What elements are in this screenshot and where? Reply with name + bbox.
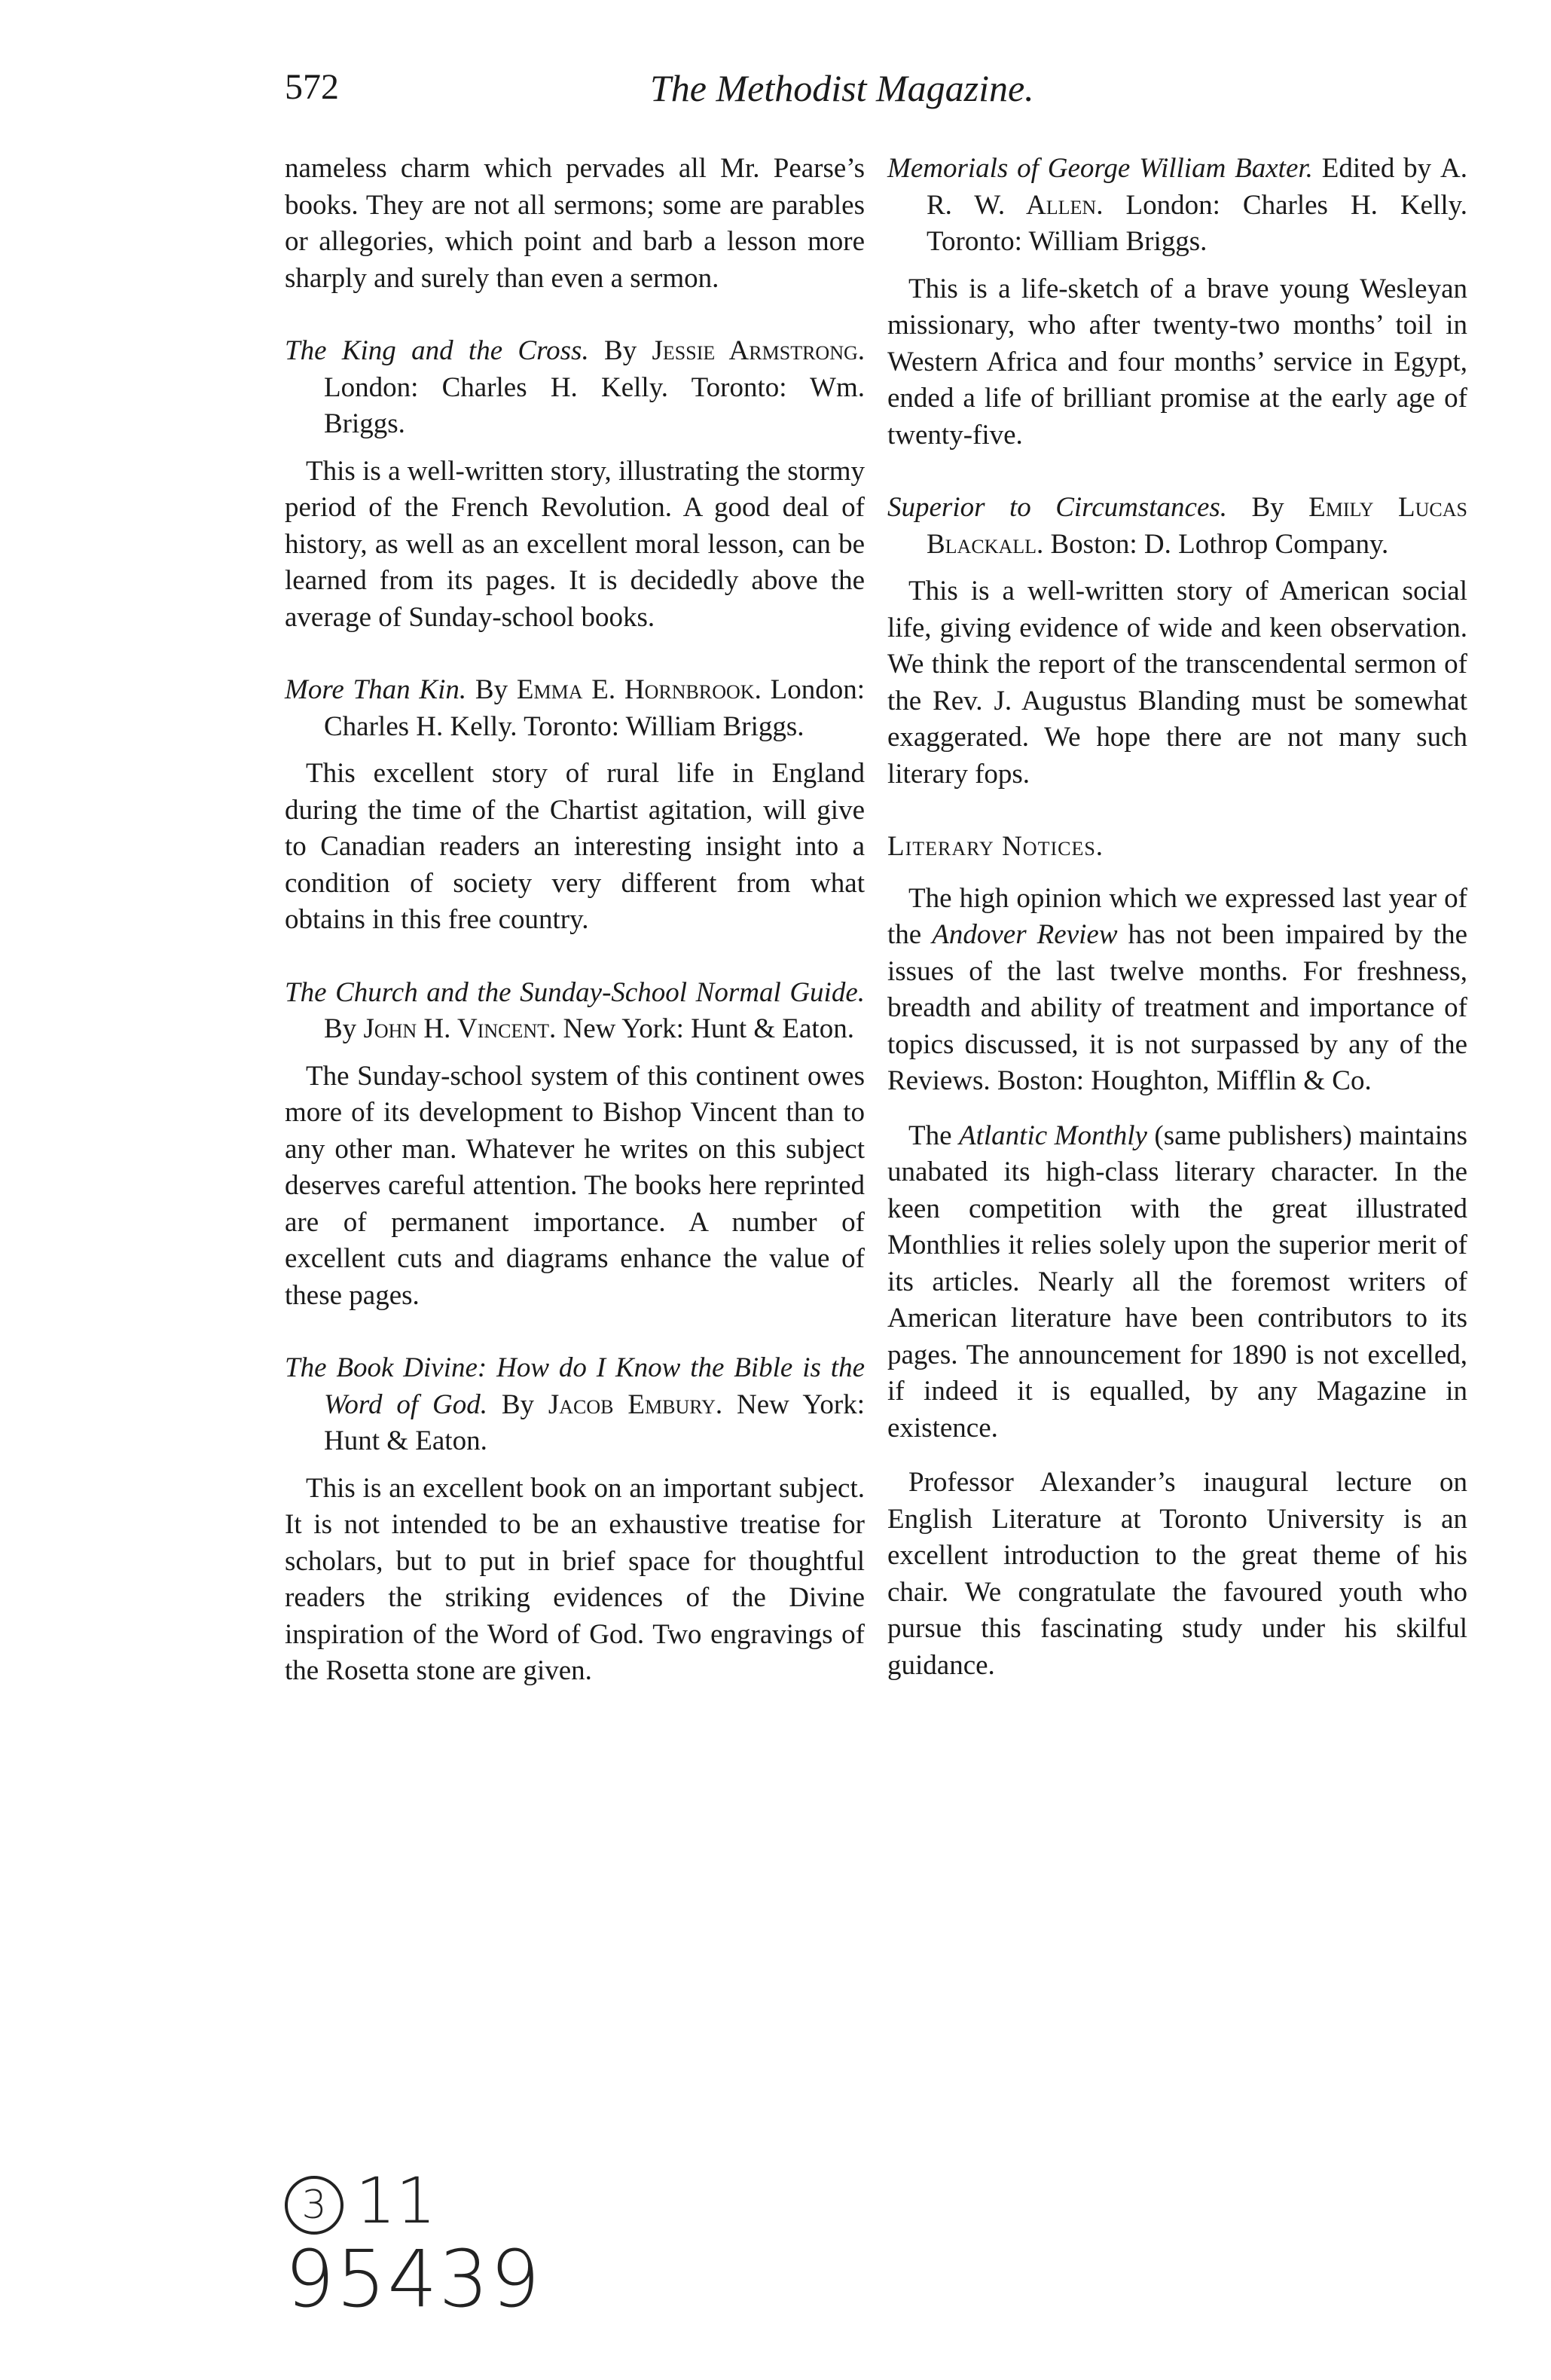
review-paragraph: This excellent story of rural life in England during the time of the Chartist agitation, will give to Canadian readers an interesting insight into a condition of society very different from what obtains in this free country. — [285, 758, 865, 935]
book-author: Emily Lucas Blackall. — [927, 492, 1467, 560]
book-entry: Superior to Circumstances. By Emily Lucas Blackall. Boston: D. Lothrop Company. — [887, 492, 1467, 560]
book-author: Jessie Armstrong. — [652, 335, 865, 366]
book-title: Memorials of George William Baxter. — [887, 153, 1313, 184]
book-author: Emma E. Hornbrook. — [516, 674, 762, 705]
review-paragraph: This is a well-written story, illustrating the stormy period of the French Revolution. A good deal of history, as well as an excellent moral lesson, can be learned from its pages. It is decidedly above the average of Sunday-school books. — [285, 455, 865, 633]
stamp-mark: 11 — [356, 2164, 436, 2238]
library-stamp — [285, 2164, 601, 2360]
periodical-title: Andover Review — [932, 919, 1118, 950]
continued-paragraph: nameless charm which pervades all Mr. Pearse’s books. They are not all sermons; some are parables or allegories, which point and barb a lesson more sharply and surely than even a sermon. — [285, 153, 865, 294]
book-title: The Book Divine: How do I Know the Bible is the Word of God. — [285, 1352, 865, 1420]
review-paragraph: This is an excellent book on an important subject. It is not intended to be an exhaustive treatise for scholars, but to put in brief space for thoughtful readers the striking evidences of the Divine inspiration of the Word of God. Two engravings of the Rosetta stone are given. — [285, 1472, 865, 1686]
book-entry: More Than Kin. By Emma E. Hornbrook. London: Charles H. Kelly. Toronto: William Briggs. — [285, 674, 865, 742]
book-author: A. R. W. Allen. — [927, 153, 1467, 221]
review-paragraph: This is a well-written story of American social life, giving evidence of wide and keen observation. We think the report of the transcendental sermon of the Rev. J. Augustus Blanding must be somewhat exaggerated. We hope there are not many such literary fops. — [887, 576, 1467, 790]
book-entry: Memorials of George William Baxter. Edited by A. R. W. Allen. London: Charles H. Kelly. Toronto: William Briggs. — [887, 153, 1467, 257]
book-title: More Than Kin. — [285, 674, 467, 705]
notice-paragraph: Professor Alexander’s inaugural lecture on English Literature at Toronto University is an excellent introduction to the great theme of his chair. We congratulate the favoured youth who pursue this fascinating study under his skilful guidance. — [887, 1467, 1467, 1681]
book-publisher: New York: Hunt & Eaton. — [324, 1389, 866, 1456]
book-publisher: London: Charles H. Kelly. Toronto: William Briggs. — [324, 674, 865, 742]
section-heading: Literary Notices. — [887, 831, 1104, 862]
periodical-title: Atlantic Monthly — [959, 1120, 1147, 1151]
book-title: The Church and the Sunday-School Normal Guide. — [285, 976, 865, 1008]
book-publisher: London: Charles H. Kelly. Toronto: William Briggs. — [927, 189, 1467, 257]
page-header — [285, 66, 1460, 119]
notice-paragraph: The high opinion which we expressed last year of the Andover Review has not been impaired by the issues of the last twelve months. For freshness, breadth and ability of treatment and importance of topics discussed, it is not surpassed by any of the Reviews. Boston: Houghton, Mifflin & Co. — [887, 882, 1468, 1096]
book-title: The King and the Cross. — [285, 335, 589, 366]
book-publisher: New York: Hunt & Eaton. — [556, 1013, 854, 1044]
accession-number: 95439 — [285, 2233, 542, 2325]
book-entry: The Church and the Sunday-School Normal Guide. By John H. Vincent. New York: Hunt & Eaton. — [285, 976, 865, 1044]
notice-paragraph: The Atlantic Monthly (same publishers) maintains unabated its high-class literary character. In the keen competition with the great illustrated Monthlies it relies solely upon the superior merit of its articles. Nearly all the foremost writers of American literature have been contributors to its pages. The announcement for 1890 is not excelled, if indeed it is equalled, by any Magazine in existence. — [887, 1120, 1467, 1444]
left-column — [285, 151, 865, 1690]
running-title: The Methodist Magazine. — [650, 67, 1034, 109]
book-entry: The King and the Cross. By Jessie Armstrong. London: Charles H. Kelly. Toronto: Wm. Briggs. — [285, 335, 865, 439]
book-publisher: London: Charles H. Kelly. Toronto: Wm. Briggs. — [324, 371, 865, 439]
page-number: 572 — [285, 67, 339, 107]
right-column — [887, 151, 1467, 1684]
circled-number: 3 — [285, 2176, 343, 2235]
book-publisher: Boston: D. Lothrop Company. — [1043, 528, 1389, 560]
book-title: Superior to Circumstances. — [887, 492, 1228, 523]
book-author: Jacob Embury. — [548, 1389, 723, 1420]
book-entry: The Book Divine: How do I Know the Bible is the Word of God. By Jacob Embury. New York: Hunt & Eaton. — [285, 1352, 866, 1456]
book-author: John H. Vincent. — [363, 1013, 557, 1044]
review-paragraph: The Sunday-school system of this continent owes more of its development to Bishop Vincent than to any other man. Whatever he writes on this subject deserves careful attention. The books here reprinted are of permanent importance. A number of excellent cuts and diagrams enhance the value of these pages. — [285, 1060, 865, 1311]
review-paragraph: This is a life-sketch of a brave young Wesleyan missionary, who after twenty-two months’ toil in Western Africa and four months’ service in Egypt, ended a life of brilliant promise at the early age of twenty-five. — [887, 273, 1467, 451]
